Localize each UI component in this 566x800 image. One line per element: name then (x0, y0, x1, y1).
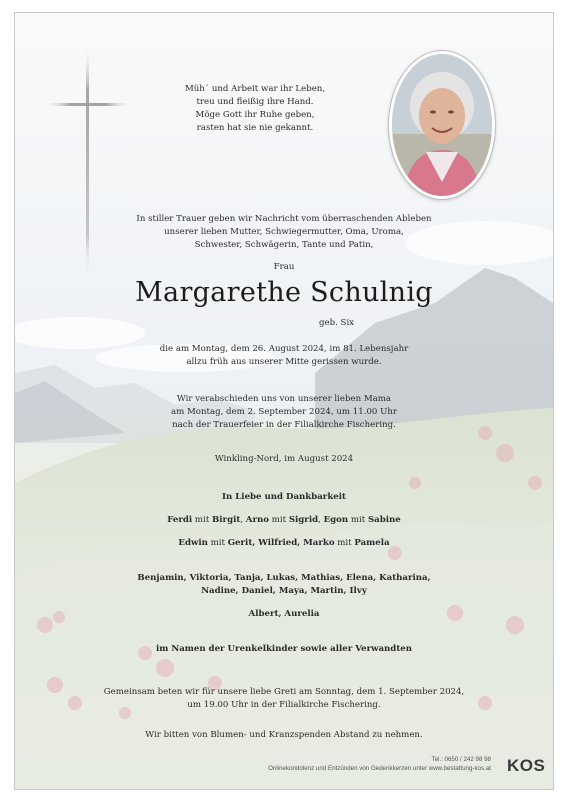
death-notice (15, 343, 553, 369)
family-row-1 (15, 514, 553, 527)
poem-line: Müh´ und Arbeit war ihr Leben, (184, 84, 326, 94)
connector: mit (348, 515, 368, 525)
maiden-name: geb. Six (319, 318, 355, 328)
connector: mit (334, 538, 355, 548)
obituary-card (14, 12, 554, 790)
rosary-line: Gemeinsam beten wir für unsere liebe Greti am Sonntag, dem 1. September 2024, (103, 687, 465, 697)
rosary-line: um 19.00 Uhr in der Filialkirche Fischering. (187, 700, 381, 710)
salutation: Frau (273, 262, 295, 272)
death-notice-line: die am Montag, dem 26. August 2024, im 81. Lebensjahr (159, 344, 409, 354)
intro-text (15, 213, 553, 252)
mourner-name: Birgit (212, 515, 241, 525)
connector: mit (268, 515, 289, 525)
deceased-name: Margarethe Schulnig (135, 277, 433, 308)
place-date: Winkling-Nord, im August 2024 (214, 454, 354, 464)
connector: , (240, 515, 246, 525)
kos-logo: KOS (507, 756, 546, 775)
connector: mit (207, 538, 228, 548)
intro-line: unserer lieben Mutter, Schwiegermutter, Oma, Uroma, (164, 227, 404, 237)
poem-line: Möge Gott ihr Ruhe geben, (195, 110, 315, 120)
poem-line: rasten hat sie nie gekannt. (196, 123, 314, 133)
footer-online: Onlinekondolenz und Entzünden von Gedenkkerzen unter www.bestattung-kos.at (268, 765, 491, 772)
mourner-name: Egon (323, 515, 349, 525)
mourner-name: Sabine (367, 515, 401, 525)
mourners-heading: In Liebe und Dankbarkeit (222, 492, 346, 502)
portrait-photo (389, 51, 495, 199)
family-row-2 (15, 537, 553, 550)
rosary-info (15, 686, 553, 712)
intro-line: Schwester, Schwägerin, Tante und Patin, (194, 240, 374, 250)
connector: , (318, 515, 324, 525)
funeral-info (15, 393, 553, 432)
family-row-4: Albert, Aurelia (248, 609, 320, 619)
great-grandchildren: im Namen der Urenkelkinder sowie aller Verwandten (155, 644, 413, 654)
funeral-line: nach der Trauerfeier in der Filialkirche Fischering. (172, 420, 396, 430)
poem (155, 83, 355, 135)
grandchildren (15, 572, 553, 598)
mourner-name: Arno (245, 515, 269, 525)
death-notice-line: allzu früh aus unserer Mitte gerissen wurde. (186, 357, 382, 367)
mourner-name: Ferdi (167, 515, 193, 525)
portrait-image (392, 54, 492, 196)
mourner-name: Gerit, Wilfried, Marko (227, 538, 335, 548)
funeral-line: am Montag, dem 2. September 2024, um 11.00 Uhr (170, 407, 397, 417)
flower-request: Wir bitten von Blumen- und Kranzspenden Abstand zu nehmen. (145, 730, 423, 740)
mourner-name: Pamela (354, 538, 390, 548)
grandchildren-line: Nadine, Daniel, Maya, Martin, Ilvy (201, 586, 367, 596)
funeral-line: Wir verabschieden uns von unserer lieben Mama (176, 394, 392, 404)
connector: mit (192, 515, 213, 525)
mourner-name: Edwin (178, 538, 208, 548)
poem-line: treu und fleißig ihre Hand. (196, 97, 314, 107)
intro-line: In stiller Trauer geben wir Nachricht vom überraschenden Ableben (136, 214, 432, 224)
footer-phone: Tel.: 0650 / 242 98 98 (431, 756, 491, 763)
mourner-name: Sigrid (288, 515, 319, 525)
grandchildren-line: Benjamin, Viktoria, Tanja, Lukas, Mathias, Elena, Katharina, (137, 573, 431, 583)
